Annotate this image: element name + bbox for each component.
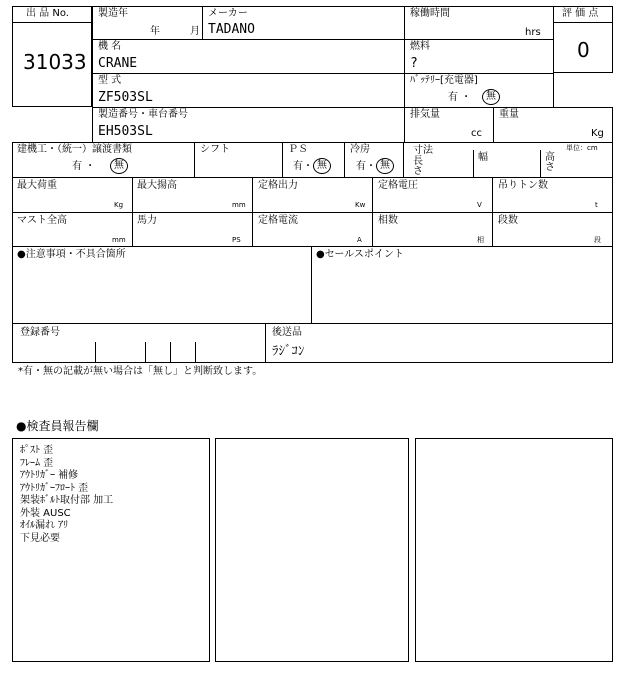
fuel-label: 燃料 xyxy=(410,41,430,52)
transfer-yes: 有 ・ xyxy=(72,161,96,172)
displacement-unit: cc xyxy=(471,128,482,139)
steps-label: 段数 xyxy=(498,215,518,226)
rated-current-unit: A xyxy=(357,236,362,244)
maker-label: メーカー xyxy=(208,8,248,19)
phase-label: 相数 xyxy=(378,215,398,226)
footnote: *有・無の記載が無い場合は「無し」と判断致します。 xyxy=(18,366,263,377)
ps-label: ＰＳ xyxy=(288,144,308,155)
battery-yes: 有 ・ xyxy=(448,92,472,103)
registration-label: 登録番号 xyxy=(20,327,60,338)
hours-unit: hrs xyxy=(525,27,541,38)
model-name-cell xyxy=(92,39,405,74)
model-name-value: CRANE xyxy=(98,56,138,71)
lot-number: 31033 xyxy=(23,50,87,74)
max-load-unit: Kg xyxy=(114,201,124,209)
lift-ton-label: 吊りトン数 xyxy=(498,180,548,191)
rating-value: 0 xyxy=(577,38,590,62)
rated-output-unit: Kw xyxy=(355,201,366,209)
lift-ton-unit: t xyxy=(595,201,598,209)
shipping-box xyxy=(265,323,613,363)
report-line: ﾎﾟｽﾄ 歪 xyxy=(20,445,54,456)
lot-number-label: 出 品 No. xyxy=(26,8,69,19)
maker-value: TADANO xyxy=(208,22,255,37)
report-line: ﾌﾚｰﾑ 歪 xyxy=(20,457,54,469)
report-line: ｵｲﾙ漏れ ｱﾘ xyxy=(20,520,69,531)
weight-label: 重量 xyxy=(499,109,519,120)
height-label: 高さ xyxy=(545,152,555,173)
dimensions-label: 寸法 xyxy=(413,145,433,156)
cooling-yes: 有・ xyxy=(356,161,376,172)
ps-no-circled: 無 xyxy=(313,158,331,174)
type-label: 型 式 xyxy=(98,75,122,86)
shipping-value: ﾗｼﾞｺﾝ xyxy=(272,344,305,359)
inspector-title: ●検査員報告欄 xyxy=(16,419,99,433)
shipping-label: 後送品 xyxy=(272,327,302,338)
max-lift-label: 最大揚高 xyxy=(137,180,177,191)
report-line: ｱｳﾄﾘｶﾞｰﾌﾛｰﾄ 歪 xyxy=(20,482,89,494)
month-unit: 月 xyxy=(190,26,200,37)
max-load-label: 最大荷重 xyxy=(17,180,57,191)
model-name-label: 機 名 xyxy=(98,41,122,52)
hours-label: 稼働時間 xyxy=(410,8,450,19)
ps-yes: 有・ xyxy=(293,161,313,172)
unit-note: 単位：cm xyxy=(566,144,598,152)
mast-height-unit: mm xyxy=(112,236,126,244)
type-value: ZF503SL xyxy=(98,90,153,105)
inspector-report-box-2 xyxy=(215,438,409,662)
year-label: 製造年 xyxy=(98,8,128,19)
cooling-label: 冷房 xyxy=(350,144,370,155)
length-label: 長さ xyxy=(413,156,423,177)
rating-label: 評 価 点 xyxy=(562,8,599,19)
cooling-no-circled: 無 xyxy=(376,158,394,174)
steps-unit: 段 xyxy=(594,236,601,244)
inspector-report-box-3 xyxy=(415,438,613,662)
serial-label: 製造番号・車台番号 xyxy=(98,109,188,120)
weight-unit: Kg xyxy=(591,128,604,139)
battery-label: ﾊﾞｯﾃﾘｰ[充電器] xyxy=(410,75,478,86)
transfer-no-circled: 無 xyxy=(110,158,128,174)
horsepower-label: 馬力 xyxy=(137,215,157,226)
inspector-report-list xyxy=(20,445,113,545)
shift-label: シフト xyxy=(200,144,230,155)
fuel-value: ? xyxy=(410,56,418,71)
transfer-docs-label: 建機工・（統一）譲渡書類 xyxy=(17,144,132,155)
displacement-label: 排気量 xyxy=(410,109,440,120)
phase-unit: 相 xyxy=(477,236,484,244)
rated-output-label: 定格出力 xyxy=(258,180,298,191)
report-line: 下見必要 xyxy=(20,532,60,544)
rated-voltage-unit: V xyxy=(477,201,482,209)
sales-point-label: ●セールスポイント xyxy=(316,249,404,260)
rated-voltage-label: 定格電圧 xyxy=(378,180,418,191)
report-line: 架装ﾎﾞﾙﾄ取付部 加工 xyxy=(20,495,114,506)
width-label: 幅 xyxy=(478,152,488,163)
report-line: 外装 AUSC xyxy=(20,507,71,519)
report-line: ｱｳﾄﾘｶﾞｰ 補修 xyxy=(20,470,79,481)
battery-no-circled: 無 xyxy=(482,89,500,105)
mast-height-label: マスト全高 xyxy=(17,215,67,226)
max-lift-unit: mm xyxy=(232,201,246,209)
caution-label: ●注意事項・不具合箇所 xyxy=(17,249,126,260)
horsepower-unit: PS xyxy=(232,236,241,244)
year-unit: 年 xyxy=(150,26,160,37)
rated-current-label: 定格電流 xyxy=(258,215,298,226)
serial-value: EH503SL xyxy=(98,124,153,139)
